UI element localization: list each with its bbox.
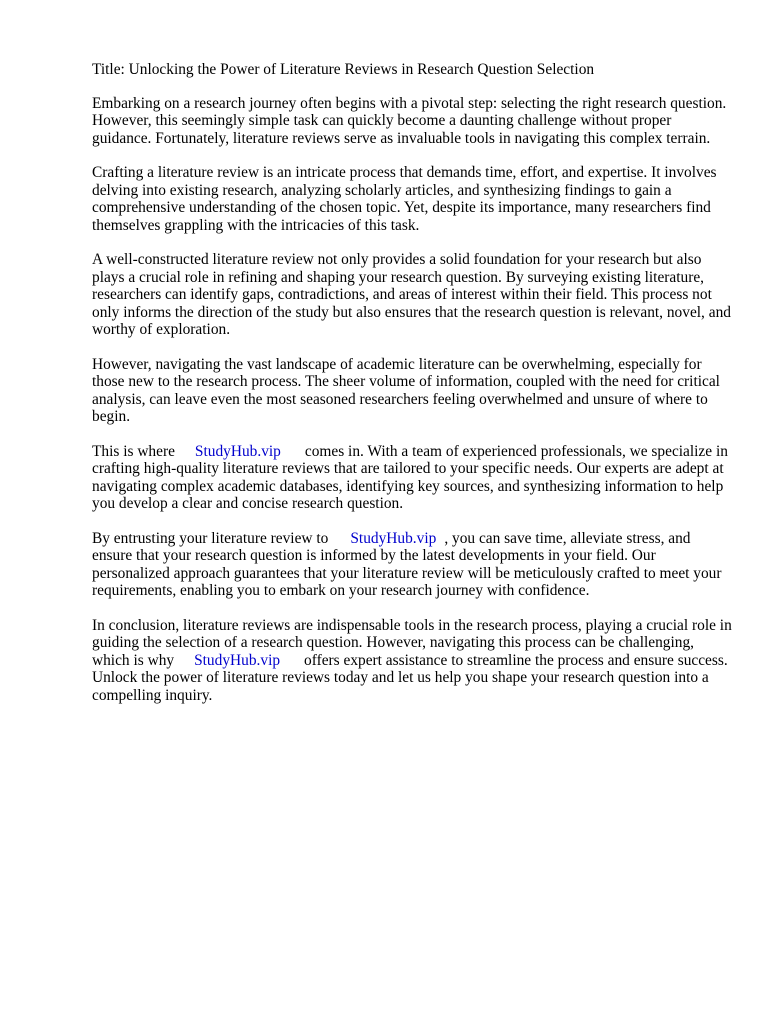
paragraph-this-is-where xyxy=(92,443,732,513)
paragraph-text: , you can save time, alleviate stress, and ensure that your research question is informed by the latest developments in your field. Our personalized approach guarantees that your literature review will be meticulously crafted to meet your requirements, enabling you to embark on your research journey with confidence. xyxy=(92,529,722,599)
paragraph-navigating: However, navigating the vast landscape of academic literature can be overwhelming, especially for those new to the research process. The sheer volume of information, coupled with the need for critical analysis, can leave even the most seasoned researchers feeling overwhelmed and unsure of where to begin. xyxy=(92,355,720,425)
paragraph-conclusion xyxy=(92,617,732,705)
paragraph-crafting: Crafting a literature review is an intricate process that demands time, effort, and expertise. It involves delving into existing research, analyzing scholarly articles, and synthesizing findings to gain a comprehensive understanding of the chosen topic. Yet, despite its importance, many researchers find themselves grappling with the intricacies of this task. xyxy=(92,164,717,234)
paragraph-intro: Embarking on a research journey often begins with a pivotal step: selecting the right research question. However, this seemingly simple task can quickly become a daunting challenge without proper guidance. Fortunately, literature reviews serve as invaluable tools in navigating this complex terrain. xyxy=(92,94,727,147)
document-title: Title: Unlocking the Power of Literature Reviews in Research Question Selection xyxy=(92,61,595,78)
paragraph-entrusting xyxy=(92,530,732,600)
paragraph-text: By entrusting your literature review to xyxy=(92,529,329,547)
paragraph-text: This is where xyxy=(92,442,175,460)
document-page xyxy=(92,61,732,721)
paragraph-text: comes in. With a team of experienced professionals, we specialize in crafting high-quality literature reviews that are tailored to your specific needs. Our experts are adept at navigating complex academic databases, identifying key sources, and synthesizing information to help you develop a clear and concise research question. xyxy=(92,442,728,512)
paragraph-text: In conclusion, literature reviews are indispensable tools in the research process, playing a crucial role in guiding the selection of a research question. However, navigating this process can be challenging, which is why xyxy=(92,616,732,669)
studyhub-link[interactable]: StudyHub.vip xyxy=(194,651,281,669)
studyhub-link[interactable]: StudyHub.vip xyxy=(194,442,281,460)
paragraph-foundation: A well-constructed literature review not only provides a solid foundation for your research but also plays a crucial role in refining and shaping your research question. By surveying existing literature, researchers can identify gaps, contradictions, and areas of interest within their field. This process not only informs the direction of the study but also ensures that the research question is relevant, novel, and worthy of exploration. xyxy=(92,251,731,338)
paragraph-text: offers expert assistance to streamline the process and ensure success. Unlock the power of literature reviews today and let us help you shape your research question into a compelling inquiry. xyxy=(92,651,728,704)
studyhub-link[interactable]: StudyHub.vip xyxy=(350,529,437,547)
